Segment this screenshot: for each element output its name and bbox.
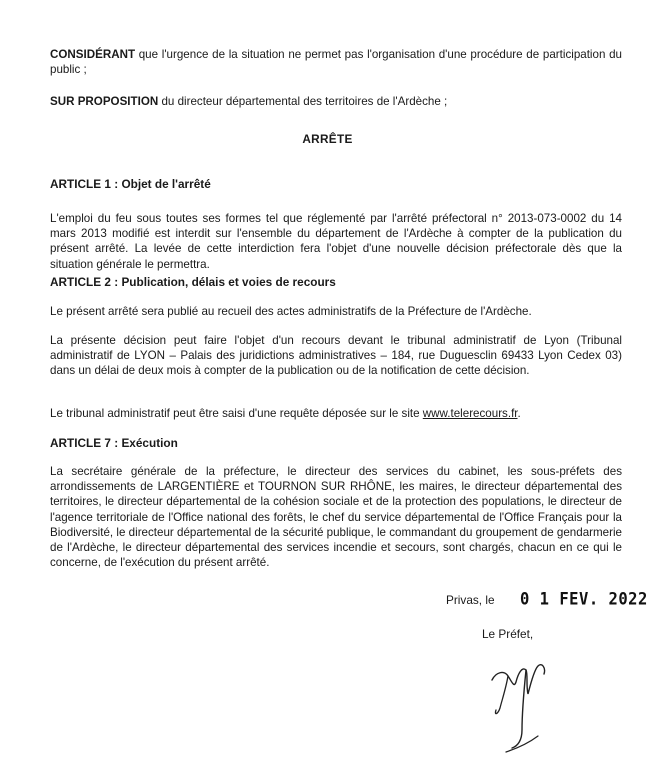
article2-paragraph-1: Le présent arrêté sera publié au recueil des actes administratifs de la Préfecture de l'Ardèche.	[50, 305, 532, 318]
signer-title: Le Préfet,	[482, 627, 534, 641]
considerant-lead: CONSIDÉRANT	[50, 48, 136, 61]
article2-paragraph-2: La présente décision peut faire l'objet d'un recours devant le tribunal administratif de Lyon (Tribunal administratif de LYON – Palais des juridictions administratives – 184, rue Duguesclin 69433 Lyon Cedex 03) dans un délai de deux mois à compter de la publication ou de la notification de cette décision.	[50, 334, 622, 378]
article2-heading: ARTICLE 2 : Publication, délais et voies de recours	[50, 275, 336, 289]
article1-heading: ARTICLE 1 : Objet de l'arrêté	[50, 177, 211, 191]
prefect-signature	[478, 656, 558, 756]
decree-title: ARRÊTE	[302, 132, 353, 146]
telerecours-link[interactable]: www.telerecours.fr	[422, 407, 518, 420]
proposition-lead: SUR PROPOSITION	[50, 95, 159, 108]
signing-place: Privas, le	[446, 593, 495, 607]
considerant-paragraph	[50, 47, 622, 77]
article7-body: La secrétaire générale de la préfecture, le directeur des services du cabinet, les sous-préfets des arrondissements de LARGENTIÈRE et TOURNON SUR RHÔNE, les maires, le directeur départemental des territoires, le directeur départemental de la cohésion sociale et de la protection des populations, le directeur de l'agence territoriale de l'Office national des forêts, le chef du service départemental de l'Office Français pour la Biodiversité, le directeur départemental de la sécurité publique, le commandant du groupement de gendarmerie de l'Ardèche, le directeur départemental des services incendie et secours, sont chargés, chacun en ce qui le concerne, de l'exécution du présent arrêté.	[50, 465, 622, 570]
proposition-paragraph	[50, 94, 622, 109]
article2-paragraph-3-text: Le tribunal administratif peut être saisi d'une requête déposée sur le site	[50, 407, 423, 420]
article2-paragraph-3-end: .	[517, 407, 521, 420]
proposition-text: du directeur départemental des territoires de l'Ardèche ;	[158, 95, 448, 108]
article2-paragraph-3	[50, 406, 622, 421]
article7-heading: ARTICLE 7 : Exécution	[50, 436, 178, 450]
article1-body: L'emploi du feu sous toutes ses formes tel que réglementé par l'arrêté préfectoral n° 2013-073-0002 du 14 mars 2013 modifié est interdit sur l'ensemble du département de l'Ardèche à compter de la publication du présent arrêté. La levée de cette interdiction fera l'objet d'une nouvelle décision préfectorale dès que la situation générale le permettra.	[50, 212, 622, 271]
considerant-text: que l'urgence de la situation ne permet pas l'organisation d'une procédure de participation du public ;	[50, 48, 622, 77]
date-stamp: 0 1 FEV. 2022	[520, 589, 648, 609]
